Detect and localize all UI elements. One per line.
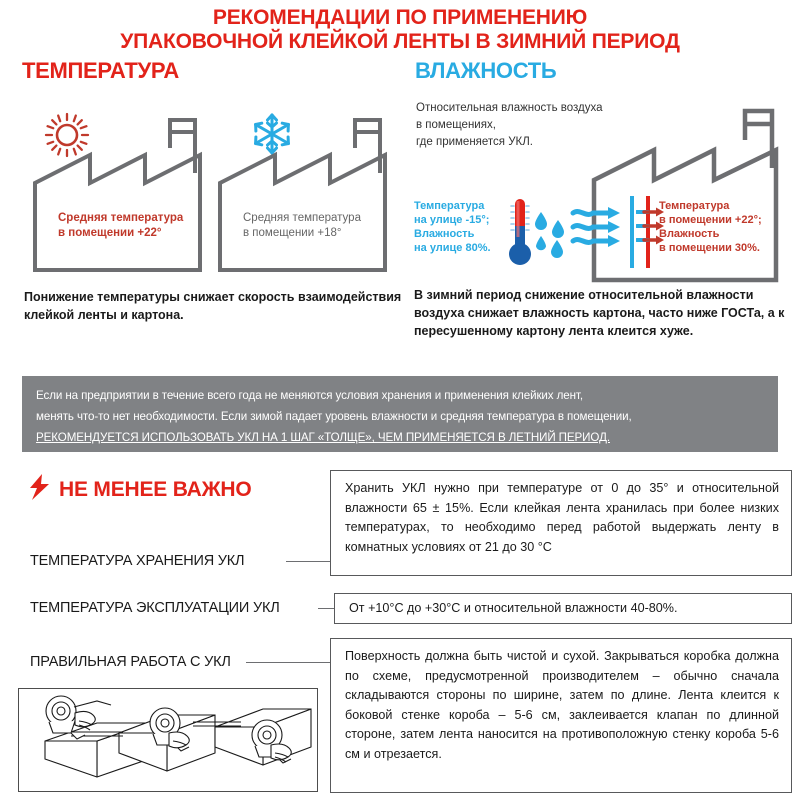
page-title: [0, 6, 800, 54]
important-heading: НЕ МЕНЕЕ ВАЖНО: [59, 477, 252, 501]
banner-line-1: Если на предприятии в течение всего года не меняются условия хранения и применения клейких лент,: [36, 389, 583, 402]
factory-winter-label: Средняя температура в помещении +18°: [243, 212, 361, 239]
outside-conditions-label: Температура на улице -15°; Влажность на улице 80%.: [414, 200, 491, 254]
humidity-explanation: В зимний период снижение относительной влажности воздуха снижает влажность картона, часто ниже ГОСТа, а к пересушенному картону лента клеится хуже.: [414, 288, 785, 338]
humidity-intro: Относительная влажность воздуха в помещениях, где применяется УКЛ.: [416, 102, 603, 148]
factory-summer: [30, 118, 212, 273]
outside-wall-line: [630, 196, 634, 268]
temperature-explanation: Понижение температуры снижает скорость взаимодействия клейкой ленты и картона.: [24, 290, 402, 322]
connector-line-3: [246, 662, 330, 663]
section-header-humidity: ВЛАЖНОСТЬ: [415, 58, 557, 83]
important-heading-group: [30, 474, 252, 505]
banner-line-2: менять что-то нет необходимости. Если зимой падает уровень влажности и средняя температура в помещении,: [36, 410, 632, 423]
blue-airflow-arrows-icon: [570, 205, 626, 266]
bolt-icon: [30, 474, 50, 505]
connector-line-1: [286, 561, 330, 562]
row-label-operating-temperature: ТЕМПЕРАТУРА ЭКСПЛУАТАЦИИ УКЛ: [30, 600, 280, 616]
water-drops-icon: [533, 206, 573, 269]
banner-line-3: РЕКОМЕНДУЕТСЯ ИСПОЛЬЗОВАТЬ УКЛ НА 1 ШАГ «ТОЛЩЕ», ЧЕМ ПРИМЕНЯЕТСЯ В ЛЕТНИЙ ПЕРИОД.: [36, 431, 610, 444]
title-line-2: УПАКОВОЧНОЙ КЛЕЙКОЙ ЛЕНТЫ В ЗИМНИЙ ПЕРИОД: [120, 30, 680, 53]
inside-conditions-label: Температура в помещении +22°; Влажность в помещении 30%.: [659, 200, 762, 254]
info-box-operating-temperature: От +10°С до +30°С и относительной влажности 40-80%.: [334, 593, 792, 624]
row-label-storage-temperature: ТЕМПЕРАТУРА ХРАНЕНИЯ УКЛ: [30, 553, 245, 569]
title-line-1: РЕКОМЕНДАЦИИ ПО ПРИМЕНЕНИЮ: [212, 6, 588, 29]
taping-boxes-illustration: [18, 688, 318, 792]
section-header-temperature: ТЕМПЕРАТУРА: [22, 58, 179, 83]
info-box-correct-usage: Поверхность должна быть чистой и сухой. Закрываться коробка должна по схеме, предусмотренной производителем – обычно сначала складываются стороны по ширине, затем по длине. Лента клеится к боковой стенке короба – 5-6 см, заклеивается клапан по длинной стороне, затем лента наносится на противоположную стенку короба 5-6 см и отрезается.: [330, 638, 792, 793]
recommendation-banner: [22, 376, 778, 452]
row-label-correct-usage: ПРАВИЛЬНАЯ РАБОТА С УКЛ: [30, 654, 231, 670]
factory-winter: [215, 118, 397, 273]
factory-summer-label: Средняя температура в помещении +22°: [58, 212, 184, 239]
connector-line-2: [318, 608, 334, 609]
info-box-storage-temperature: Хранить УКЛ нужно при температуре от 0 до 35° и относительной влажности 65 ± 15%. Если клейкая лента хранилась при более низких температурах, то необходимо перед работой выдержать ленту в комнатных условиях от 21 до 30 °С: [330, 470, 792, 576]
thermometer-icon: [508, 196, 532, 273]
